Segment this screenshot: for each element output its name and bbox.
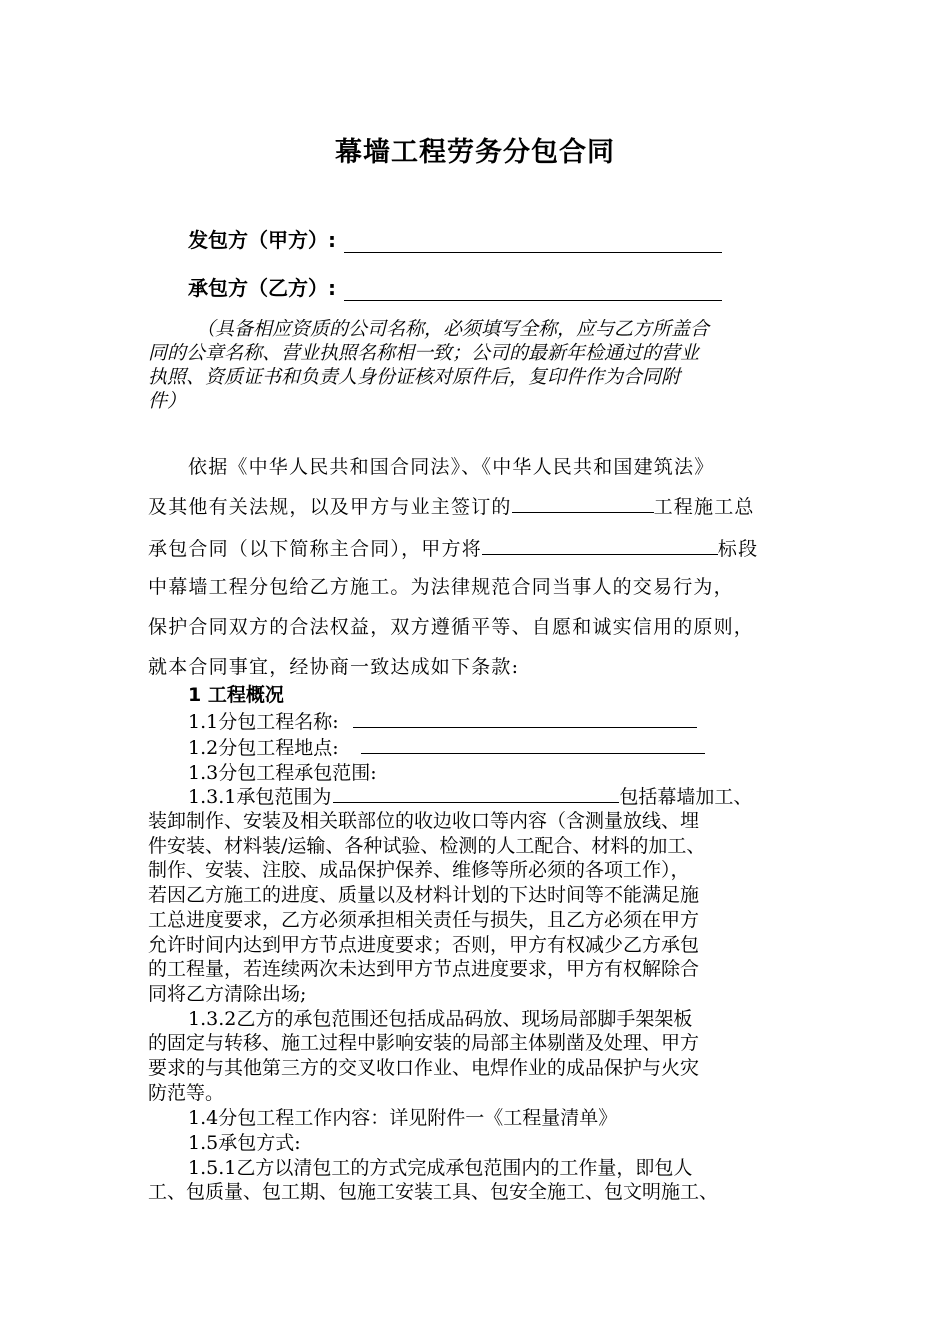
party-b-row [188, 272, 722, 301]
item-row: 1.5承包方式: [188, 1132, 301, 1154]
project-name-blank[interactable] [512, 494, 654, 513]
body-line: 工、包质量、包工期、包施工安装工具、包安全施工、包文明施工、 [148, 1181, 719, 1203]
item-label: 1.2分包工程地点: [188, 737, 339, 759]
body-line: 若因乙方施工的进度、质量以及材料计划的下达时间等不能满足施 [148, 884, 700, 906]
section-heading: 1 工程概况 [188, 684, 284, 706]
intro-line: 保护合同双方的合法权益，双方遵循平等、自愿和诚实信用的原则， [148, 616, 755, 638]
body-line: 件安装、材料装/运输、各种试验、检测的人工配合、材料的加工、 [148, 835, 706, 857]
project-title-blank[interactable] [353, 709, 697, 728]
body-line: 防范等。 [148, 1082, 225, 1104]
intro-line [148, 534, 758, 561]
item-label: 1.3.1承包范围为 [188, 786, 332, 808]
intro-line [148, 492, 755, 519]
item-row [188, 782, 752, 809]
document-title: 幕墙工程劳务分包合同 [335, 137, 615, 168]
item-row: 1.3分包工程承包范围: [188, 762, 377, 784]
scope-blank[interactable] [333, 784, 619, 803]
body-line: 要求的与其他第三方的交叉收口作业、电焊作业的成品保护与火灾 [148, 1057, 700, 1079]
party-a-row [188, 224, 722, 253]
intro-text: 标段 [717, 538, 759, 560]
party-a-blank[interactable] [344, 230, 722, 253]
body-line: 制作、安装、注胶、成品保护保养、维修等所必须的各项工作）， [148, 859, 690, 881]
note-line: 执照、资质证书和负责人身份证核对原件后，复印件作为合同附 [148, 366, 681, 388]
body-line: 允许时间内达到甲方节点进度要求；否则，甲方有权减少乙方承包 [148, 934, 700, 956]
intro-text: 承包合同（以下简称主合同），甲方将 [148, 538, 482, 560]
item-row: 1.4分包工程工作内容：详见附件一《工程量清单》 [188, 1107, 618, 1129]
intro-text: 工程施工总 [653, 496, 755, 518]
intro-text: 及其他有关法规，以及甲方与业主签订的 [148, 496, 512, 518]
item-row [188, 707, 697, 734]
body-line: 同将乙方清除出场; [148, 983, 307, 1005]
item-label: 1.1分包工程名称: [188, 711, 339, 733]
note-line: 件） [148, 390, 187, 412]
section-blank[interactable] [482, 536, 718, 555]
body-line: 1.5.1乙方以清包工的方式完成承包范围内的工作量，即包人 [188, 1157, 693, 1179]
body-line: 工总进度要求，乙方必须承担相关责任与损失，且乙方必须在甲方 [148, 909, 700, 931]
project-location-blank[interactable] [361, 735, 705, 754]
body-line: 装卸制作、安装及相关联部位的收边收口等内容（含测量放线、埋 [148, 810, 700, 832]
party-b-blank[interactable] [344, 278, 722, 301]
party-b-label: 承包方（乙方）: [188, 276, 336, 300]
body-line: 的固定与转移、施工过程中影响安装的局部主体剔凿及处理、甲方 [148, 1032, 700, 1054]
item-text: 包括幕墙加工、 [619, 786, 753, 808]
intro-line: 中幕墙工程分包给乙方施工。为法律规范合同当事人的交易行为， [148, 576, 734, 598]
item-row [188, 733, 705, 760]
note-line: （具备相应资质的公司名称，必须填写全称，应与乙方所盖合 [196, 318, 710, 340]
body-line: 1.3.2乙方的承包范围还包括成品码放、现场局部脚手架架板 [188, 1008, 693, 1030]
note-line: 同的公章名称、营业执照名称相一致；公司的最新年检通过的营业 [148, 342, 700, 364]
intro-line: 就本合同事宜，经协商一致达成如下条款: [148, 656, 520, 678]
party-a-label: 发包方（甲方）: [188, 228, 336, 252]
intro-line: 依据《中华人民共和国合同法》、《中华人民共和国建筑法》 [188, 456, 715, 478]
body-line: 的工程量，若连续两次未达到甲方节点进度要求，甲方有权解除合 [148, 958, 700, 980]
